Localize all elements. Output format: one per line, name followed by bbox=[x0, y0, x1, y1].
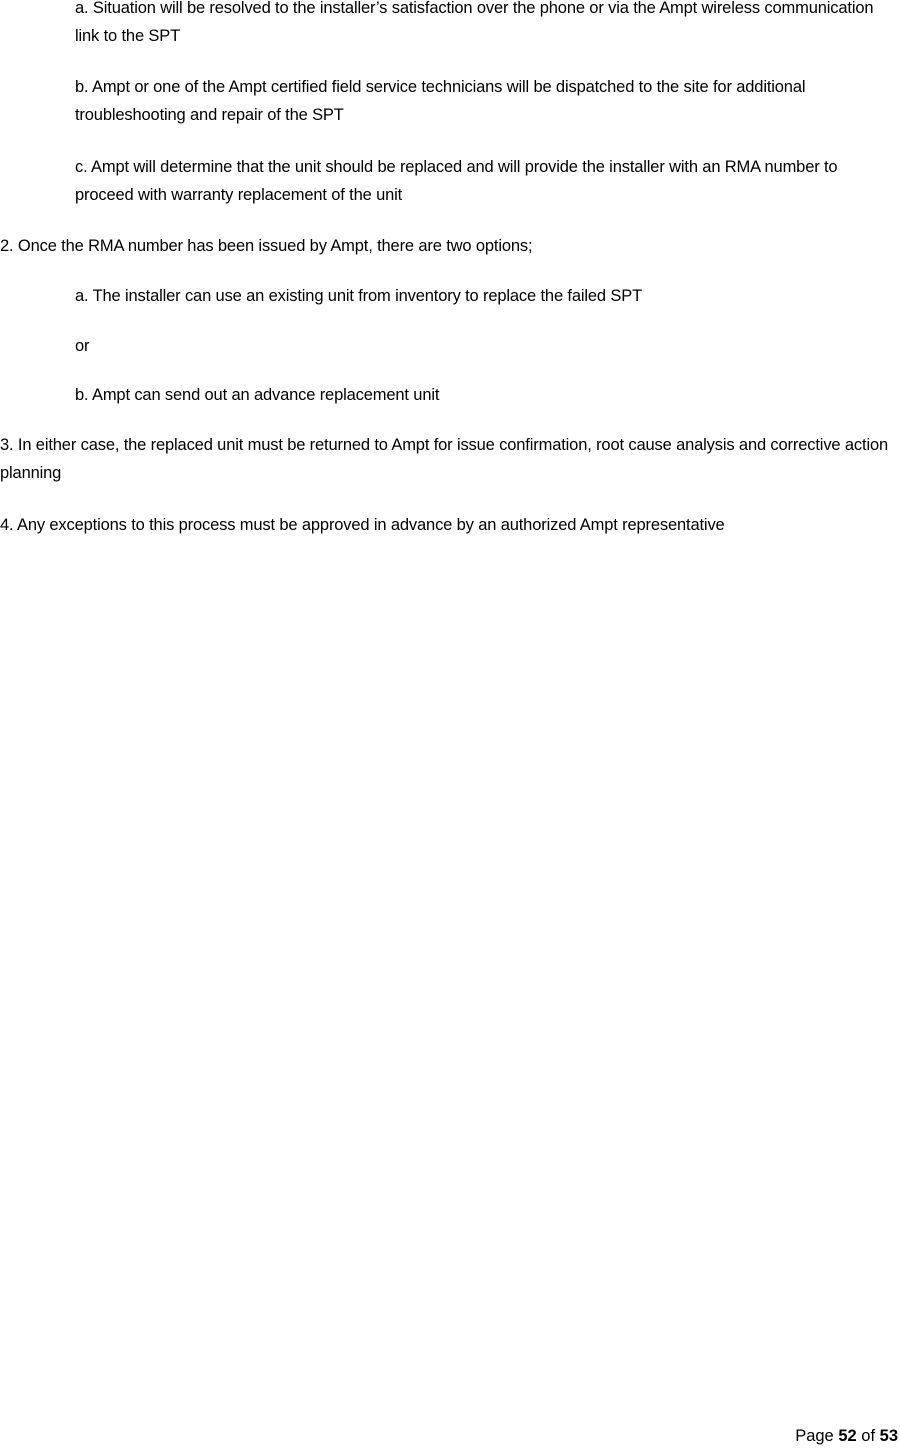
page-footer bbox=[795, 1423, 898, 1449]
list-item-4: 4. Any exceptions to this process must be approved in advance by an authorized Ampt representative bbox=[0, 516, 725, 534]
current-page-number: 52 bbox=[838, 1427, 857, 1445]
list-item-1b: b. Ampt or one of the Ampt certified field service technicians will be dispatched to the site for additional troubleshooting and repair of the SPT bbox=[75, 78, 806, 124]
list-connector-or: or bbox=[75, 337, 90, 355]
total-pages-number: 53 bbox=[879, 1427, 898, 1445]
list-item-3: 3. In either case, the replaced unit must be returned to Ampt for issue confirmation, root cause analysis and corrective action planning bbox=[0, 436, 889, 482]
list-item-1c: c. Ampt will determine that the unit should be replaced and will provide the installer with an RMA number to proceed with warranty replacement of the unit bbox=[75, 158, 838, 204]
list-item-2b: b. Ampt can send out an advance replacement unit bbox=[75, 386, 440, 404]
page-label: Page bbox=[795, 1427, 834, 1445]
list-item-1a: a. Situation will be resolved to the installer’s satisfaction over the phone or via the Ampt wireless communication link to the SPT bbox=[75, 0, 874, 45]
list-item-2: 2. Once the RMA number has been issued by Ampt, there are two options; bbox=[0, 237, 533, 255]
of-label: of bbox=[861, 1427, 876, 1445]
list-item-2a: a. The installer can use an existing unit from inventory to replace the failed SPT bbox=[75, 287, 643, 305]
